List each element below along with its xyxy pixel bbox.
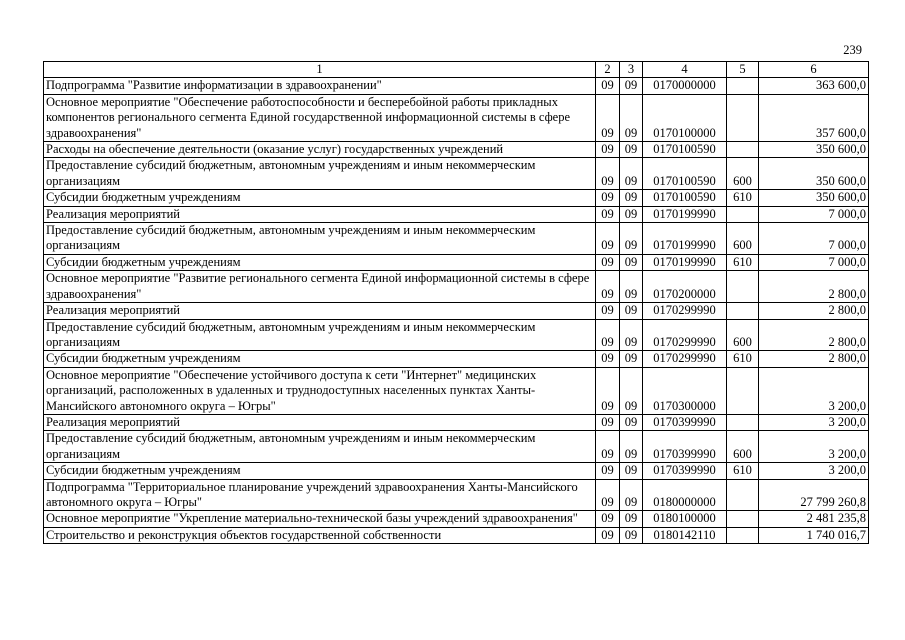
- row-subsection: 09: [620, 223, 643, 255]
- row-section: 09: [596, 271, 620, 303]
- row-section: 09: [596, 254, 620, 270]
- header-col-6: 6: [759, 62, 869, 78]
- row-name: Строительство и реконструкция объектов государственной собственности: [44, 527, 596, 543]
- row-expense-type: 610: [727, 190, 759, 206]
- table-header: [44, 62, 869, 78]
- row-expense-type: 610: [727, 463, 759, 479]
- table-row: [44, 158, 869, 190]
- header-col-5: 5: [727, 62, 759, 78]
- row-section: 09: [596, 367, 620, 414]
- row-target-code: 0170299990: [643, 319, 727, 351]
- row-target-code: 0170299990: [643, 351, 727, 367]
- table-row: [44, 479, 869, 511]
- row-name: Предоставление субсидий бюджетным, автономным учреждениям и иным некоммерческим организациям: [44, 431, 596, 463]
- row-expense-type: [727, 367, 759, 414]
- row-target-code: 0170199990: [643, 206, 727, 222]
- row-amount: 2 800,0: [759, 271, 869, 303]
- row-subsection: 09: [620, 271, 643, 303]
- table-row: [44, 431, 869, 463]
- table-row: [44, 223, 869, 255]
- row-target-code: 0180142110: [643, 527, 727, 543]
- row-amount: 350 600,0: [759, 158, 869, 190]
- row-subsection: 09: [620, 206, 643, 222]
- row-expense-type: [727, 479, 759, 511]
- row-expense-type: 600: [727, 158, 759, 190]
- row-expense-type: [727, 94, 759, 141]
- row-target-code: 0170200000: [643, 271, 727, 303]
- table-row: [44, 463, 869, 479]
- header-col-3: 3: [620, 62, 643, 78]
- row-amount: 363 600,0: [759, 78, 869, 94]
- table-row: [44, 254, 869, 270]
- row-target-code: 0170399990: [643, 463, 727, 479]
- row-target-code: 0180100000: [643, 511, 727, 527]
- table-row: [44, 190, 869, 206]
- header-col-1: 1: [44, 62, 596, 78]
- row-subsection: 09: [620, 319, 643, 351]
- row-expense-type: 610: [727, 254, 759, 270]
- row-expense-type: [727, 142, 759, 158]
- row-expense-type: 600: [727, 431, 759, 463]
- row-subsection: 09: [620, 190, 643, 206]
- row-name: Основное мероприятие "Обеспечение работоспособности и бесперебойной работы прикладных компонентов регионального сегмента Единой государственной информационной системы в сфере здравоохранения": [44, 94, 596, 141]
- table-row: [44, 367, 869, 414]
- row-amount: 7 000,0: [759, 223, 869, 255]
- table-row: [44, 94, 869, 141]
- row-amount: 3 200,0: [759, 367, 869, 414]
- row-name: Реализация мероприятий: [44, 303, 596, 319]
- row-subsection: 09: [620, 511, 643, 527]
- row-expense-type: [727, 414, 759, 430]
- row-amount: 2 800,0: [759, 319, 869, 351]
- row-target-code: 0170399990: [643, 431, 727, 463]
- row-amount: 3 200,0: [759, 463, 869, 479]
- row-subsection: 09: [620, 303, 643, 319]
- row-subsection: 09: [620, 78, 643, 94]
- table-row: [44, 271, 869, 303]
- row-section: 09: [596, 158, 620, 190]
- table-body: [44, 78, 869, 544]
- row-section: 09: [596, 206, 620, 222]
- row-name: Предоставление субсидий бюджетным, автономным учреждениям и иным некоммерческим организациям: [44, 223, 596, 255]
- row-section: 09: [596, 94, 620, 141]
- row-name: Основное мероприятие "Обеспечение устойчивого доступа к сети "Интернет" медицинских организаций, расположенных в удаленных и труднодоступных населенных пунктах Ханты-Мансийского автономного округа – Югры": [44, 367, 596, 414]
- row-subsection: 09: [620, 479, 643, 511]
- row-amount: 2 481 235,8: [759, 511, 869, 527]
- table-row: [44, 527, 869, 543]
- header-col-4: 4: [643, 62, 727, 78]
- row-subsection: 09: [620, 527, 643, 543]
- row-target-code: 0170299990: [643, 303, 727, 319]
- row-amount: 2 800,0: [759, 303, 869, 319]
- row-expense-type: 600: [727, 223, 759, 255]
- row-subsection: 09: [620, 414, 643, 430]
- row-name: Субсидии бюджетным учреждениям: [44, 190, 596, 206]
- row-section: 09: [596, 463, 620, 479]
- row-target-code: 0170199990: [643, 254, 727, 270]
- row-section: 09: [596, 527, 620, 543]
- row-amount: 2 800,0: [759, 351, 869, 367]
- row-amount: 27 799 260,8: [759, 479, 869, 511]
- header-row: [44, 62, 869, 78]
- row-name: Субсидии бюджетным учреждениям: [44, 463, 596, 479]
- row-expense-type: [727, 303, 759, 319]
- row-expense-type: 610: [727, 351, 759, 367]
- row-name: Основное мероприятие "Укрепление материально-технической базы учреждений здравоохранения": [44, 511, 596, 527]
- table-row: [44, 142, 869, 158]
- row-name: Реализация мероприятий: [44, 414, 596, 430]
- row-target-code: 0170399990: [643, 414, 727, 430]
- row-name: Реализация мероприятий: [44, 206, 596, 222]
- header-col-2: 2: [596, 62, 620, 78]
- row-section: 09: [596, 511, 620, 527]
- row-section: 09: [596, 142, 620, 158]
- row-amount: 3 200,0: [759, 414, 869, 430]
- row-subsection: 09: [620, 142, 643, 158]
- row-subsection: 09: [620, 158, 643, 190]
- table-row: [44, 319, 869, 351]
- row-subsection: 09: [620, 367, 643, 414]
- row-amount: 1 740 016,7: [759, 527, 869, 543]
- table-row: [44, 206, 869, 222]
- row-target-code: 0170300000: [643, 367, 727, 414]
- row-expense-type: [727, 78, 759, 94]
- row-target-code: 0180000000: [643, 479, 727, 511]
- row-expense-type: [727, 271, 759, 303]
- row-name: Предоставление субсидий бюджетным, автономным учреждениям и иным некоммерческим организациям: [44, 319, 596, 351]
- row-name: Субсидии бюджетным учреждениям: [44, 351, 596, 367]
- table-row: [44, 78, 869, 94]
- row-expense-type: 600: [727, 319, 759, 351]
- row-amount: 350 600,0: [759, 190, 869, 206]
- row-name: Субсидии бюджетным учреждениям: [44, 254, 596, 270]
- page-number: 239: [843, 43, 862, 57]
- row-section: 09: [596, 431, 620, 463]
- row-amount: 7 000,0: [759, 254, 869, 270]
- table-row: [44, 303, 869, 319]
- row-amount: 7 000,0: [759, 206, 869, 222]
- row-target-code: 0170199990: [643, 223, 727, 255]
- row-target-code: 0170100590: [643, 190, 727, 206]
- row-amount: 3 200,0: [759, 431, 869, 463]
- row-subsection: 09: [620, 463, 643, 479]
- row-expense-type: [727, 206, 759, 222]
- row-section: 09: [596, 479, 620, 511]
- row-name: Расходы на обеспечение деятельности (оказание услуг) государственных учреждений: [44, 142, 596, 158]
- row-name: Подпрограмма "Развитие информатизации в здравоохранении": [44, 78, 596, 94]
- row-target-code: 0170100590: [643, 158, 727, 190]
- row-name: Предоставление субсидий бюджетным, автономным учреждениям и иным некоммерческим организациям: [44, 158, 596, 190]
- row-subsection: 09: [620, 431, 643, 463]
- row-subsection: 09: [620, 254, 643, 270]
- row-target-code: 0170000000: [643, 78, 727, 94]
- row-section: 09: [596, 223, 620, 255]
- row-name: Основное мероприятие "Развитие регионального сегмента Единой информационной системы в сфере здравоохранения": [44, 271, 596, 303]
- row-section: 09: [596, 414, 620, 430]
- row-section: 09: [596, 319, 620, 351]
- table-row: [44, 351, 869, 367]
- row-target-code: 0170100590: [643, 142, 727, 158]
- row-target-code: 0170100000: [643, 94, 727, 141]
- row-amount: 357 600,0: [759, 94, 869, 141]
- row-section: 09: [596, 351, 620, 367]
- row-amount: 350 600,0: [759, 142, 869, 158]
- row-name: Подпрограмма "Территориальное планирование учреждений здравоохранения Ханты-Мансийского автономного округа – Югры": [44, 479, 596, 511]
- row-section: 09: [596, 78, 620, 94]
- row-expense-type: [727, 511, 759, 527]
- row-expense-type: [727, 527, 759, 543]
- budget-table: [43, 61, 869, 544]
- table-row: [44, 511, 869, 527]
- row-subsection: 09: [620, 94, 643, 141]
- table-row: [44, 414, 869, 430]
- row-section: 09: [596, 303, 620, 319]
- row-section: 09: [596, 190, 620, 206]
- row-subsection: 09: [620, 351, 643, 367]
